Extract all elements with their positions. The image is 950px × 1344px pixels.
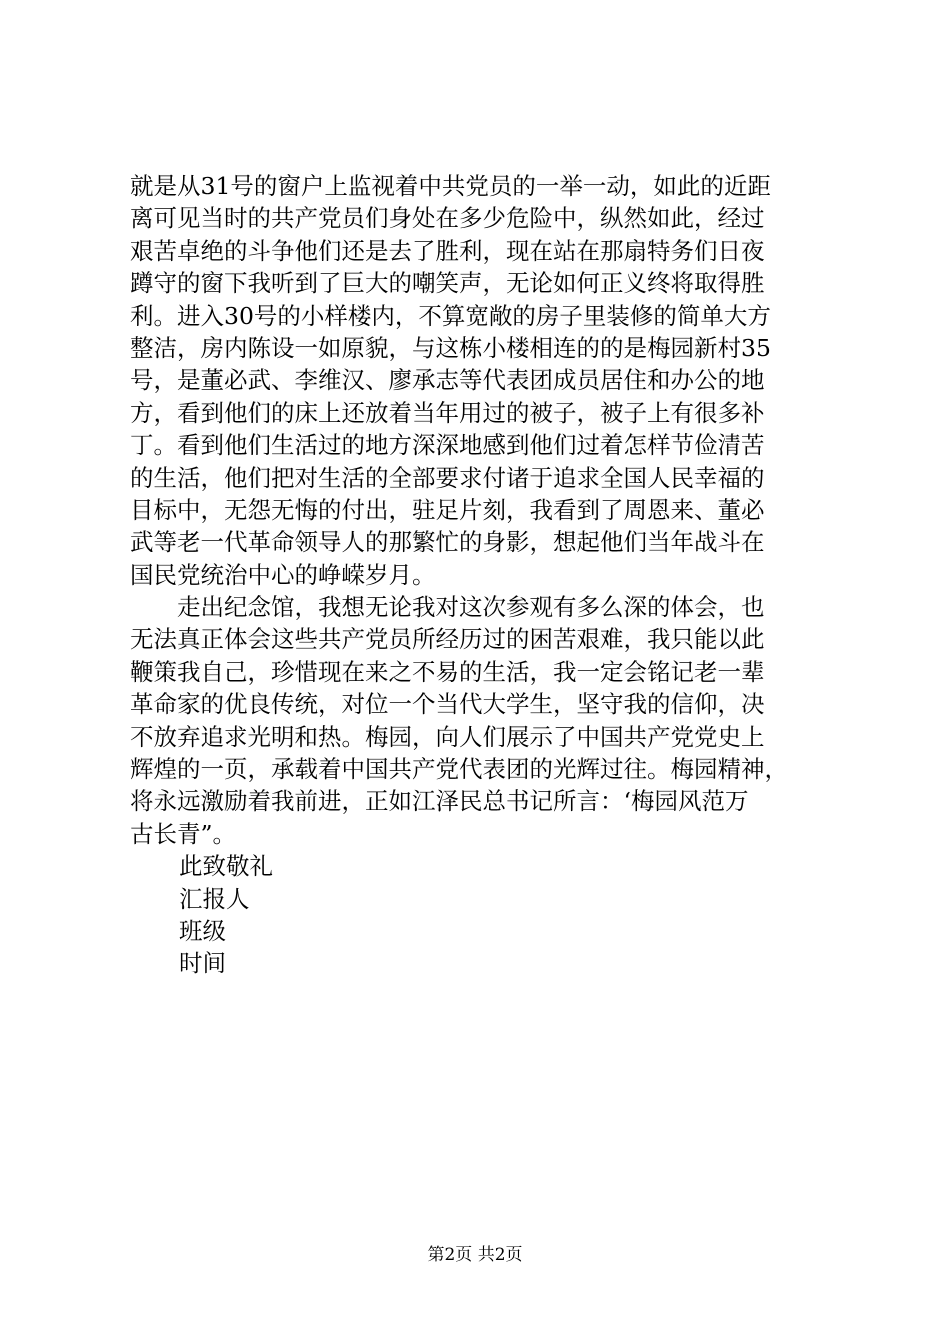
closing-block bbox=[130, 850, 830, 980]
page-number-indicator: 第2页 共2页 bbox=[427, 1245, 523, 1265]
closing-salutation: 此致敬礼 bbox=[179, 852, 273, 881]
text-line: 鞭策我自己，珍惜现在来之不易的生活，我一定会铭记老一辈 bbox=[130, 657, 765, 686]
body-text bbox=[130, 170, 830, 980]
text-line: 古长青”。 bbox=[130, 819, 237, 848]
text-line: 离可见当时的共产党员们身处在多少危险中，纵然如此，经过 bbox=[130, 204, 765, 233]
text-line: 的生活，他们把对生活的全部要求付诸于追求全国人民幸福的 bbox=[130, 463, 765, 492]
text-line: 整洁，房内陈设一如原貌，与这栋小楼相连的的是梅园新村35 bbox=[130, 333, 771, 362]
text-line: 号，是董必武、李维汉、廖承志等代表团成员居住和办公的地 bbox=[130, 366, 765, 395]
time-label: 时间 bbox=[179, 949, 226, 978]
text-line: 不放弃追求光明和热。梅园，向人们展示了中国共产党党史上 bbox=[130, 722, 765, 751]
reporter-label: 汇报人 bbox=[179, 884, 250, 913]
class-label: 班级 bbox=[179, 916, 226, 945]
text-line: 国民党统治中心的峥嵘岁月。 bbox=[130, 560, 436, 589]
text-line: 武等老一代革命领导人的那繁忙的身影，想起他们当年战斗在 bbox=[130, 528, 765, 557]
text-line: 丁。看到他们生活过的地方深深地感到他们过着怎样节俭清苦 bbox=[130, 431, 765, 460]
text-line: 利。进入30号的小样楼内，不算宽敞的房子里装修的简单大方 bbox=[130, 301, 771, 330]
paragraph-1 bbox=[130, 170, 830, 591]
text-line: 方，看到他们的床上还放着当年用过的被子，被子上有很多补 bbox=[130, 398, 765, 427]
paragraph-2 bbox=[130, 591, 830, 850]
text-line: 辉煌的一页，承载着中国共产党代表团的光辉过往。梅园精神， bbox=[130, 755, 788, 784]
text-line: 走出纪念馆，我想无论我对这次参观有多么深的体会，也 bbox=[177, 593, 765, 622]
text-line: 革命家的优良传统，对位一个当代大学生，坚守我的信仰，决 bbox=[130, 690, 765, 719]
text-line: 将永远激励着我前进，正如江泽民总书记所言：‘梅园风范万 bbox=[130, 787, 749, 816]
text-line: 蹲守的窗下我听到了巨大的嘲笑声，无论如何正义终将取得胜 bbox=[130, 269, 765, 298]
text-line: 艰苦卓绝的斗争他们还是去了胜利，现在站在那扇特务们日夜 bbox=[130, 236, 765, 265]
page-footer bbox=[0, 1244, 950, 1266]
text-line: 就是从31号的窗户上监视着中共党员的一举一动，如此的近距 bbox=[130, 172, 771, 200]
text-line: 无法真正体会这些共产党员所经历过的困苦艰难，我只能以此 bbox=[130, 625, 765, 654]
text-line: 目标中，无怨无悔的付出，驻足片刻，我看到了周恩来、董必 bbox=[130, 495, 765, 524]
